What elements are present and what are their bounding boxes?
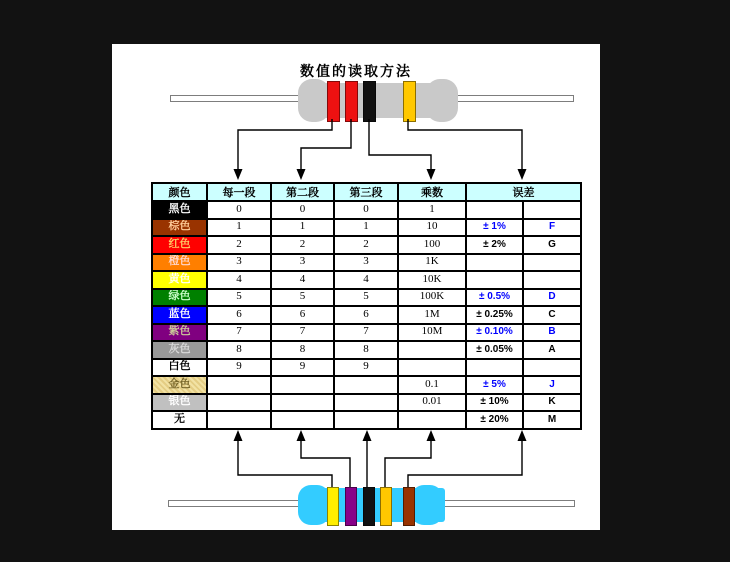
multiplier-cell: 100K xyxy=(398,289,466,307)
tolerance-cell xyxy=(466,359,523,377)
band1-digit-cell: 6 xyxy=(207,306,271,324)
band3-digit-cell: 8 xyxy=(334,341,398,359)
gold-band xyxy=(403,81,416,122)
top-arrowheads xyxy=(234,169,527,180)
top-resistor-right-lead xyxy=(456,95,574,102)
code-letter-cell: C xyxy=(523,306,581,324)
band3-digit-cell: 3 xyxy=(334,254,398,272)
table-row xyxy=(152,306,581,324)
table-row xyxy=(152,289,581,307)
band2-digit-cell: 1 xyxy=(271,219,334,237)
code-letter-cell: B xyxy=(523,324,581,342)
band1-digit-cell: 9 xyxy=(207,359,271,377)
brown-band xyxy=(403,487,415,526)
tolerance-cell: ± 20% xyxy=(466,411,523,429)
table-row xyxy=(152,394,581,412)
color-name-cell: 紫色 xyxy=(152,324,207,342)
figure-title: 数值的读取方法 xyxy=(300,63,412,79)
multiplier-cell: 1K xyxy=(398,254,466,272)
band1-digit-cell: 8 xyxy=(207,341,271,359)
multiplier-cell: 10M xyxy=(398,324,466,342)
band2-digit-cell: 2 xyxy=(271,236,334,254)
table-row xyxy=(152,411,581,429)
code-letter-cell xyxy=(523,254,581,272)
code-letter-cell: F xyxy=(523,219,581,237)
band1-digit-cell: 1 xyxy=(207,219,271,237)
color-name-cell: 无 xyxy=(152,411,207,429)
tolerance-cell xyxy=(466,201,523,219)
band1-digit-cell: 2 xyxy=(207,236,271,254)
table-row xyxy=(152,376,581,394)
tolerance-cell xyxy=(466,271,523,289)
band1-digit-cell: 7 xyxy=(207,324,271,342)
band3-digit-cell: 9 xyxy=(334,359,398,377)
color-name-cell: 棕色 xyxy=(152,219,207,237)
black-band xyxy=(363,487,375,526)
table-row xyxy=(152,359,581,377)
purple-band xyxy=(345,487,357,526)
bottom-resistor-left-lead xyxy=(168,500,304,507)
band3-digit-cell xyxy=(334,411,398,429)
color-name-cell: 灰色 xyxy=(152,341,207,359)
color-name-cell: 金色 xyxy=(152,376,207,394)
color-name-cell: 橙色 xyxy=(152,254,207,272)
color-name-cell: 蓝色 xyxy=(152,306,207,324)
color-code-table xyxy=(151,182,582,430)
multiplier-cell xyxy=(398,359,466,377)
band2-digit-cell: 8 xyxy=(271,341,334,359)
header-band3: 第三段 xyxy=(334,183,398,201)
band2-digit-cell xyxy=(271,376,334,394)
red-band xyxy=(345,81,358,122)
table-row xyxy=(152,341,581,359)
band2-digit-cell: 0 xyxy=(271,201,334,219)
band2-digit-cell: 9 xyxy=(271,359,334,377)
code-letter-cell xyxy=(523,271,581,289)
color-name-cell: 黑色 xyxy=(152,201,207,219)
diagram-panel xyxy=(112,44,600,530)
color-name-cell: 黄色 xyxy=(152,271,207,289)
header-tolerance: 误差 xyxy=(466,183,581,201)
bottom-arrow-lines xyxy=(238,440,522,488)
table-row xyxy=(152,219,581,237)
band3-digit-cell xyxy=(334,376,398,394)
tolerance-cell: ± 0.10% xyxy=(466,324,523,342)
band3-digit-cell: 0 xyxy=(334,201,398,219)
band3-digit-cell: 2 xyxy=(334,236,398,254)
band2-digit-cell: 5 xyxy=(271,289,334,307)
band2-digit-cell: 4 xyxy=(271,271,334,289)
top-arrow-lines xyxy=(238,119,522,170)
band3-digit-cell: 5 xyxy=(334,289,398,307)
band3-digit-cell: 1 xyxy=(334,219,398,237)
gold-band xyxy=(380,487,392,526)
top-resistor-left-lead xyxy=(170,95,300,102)
multiplier-cell xyxy=(398,411,466,429)
multiplier-cell: 100 xyxy=(398,236,466,254)
band3-digit-cell: 6 xyxy=(334,306,398,324)
band2-digit-cell xyxy=(271,411,334,429)
band3-digit-cell: 4 xyxy=(334,271,398,289)
band1-digit-cell: 3 xyxy=(207,254,271,272)
code-letter-cell: G xyxy=(523,236,581,254)
tolerance-cell: ± 10% xyxy=(466,394,523,412)
yellow-band xyxy=(327,487,339,526)
tolerance-cell: ± 0.5% xyxy=(466,289,523,307)
band1-digit-cell xyxy=(207,376,271,394)
tolerance-cell: ± 0.25% xyxy=(466,306,523,324)
tolerance-cell: ± 5% xyxy=(466,376,523,394)
bottom-arrowheads xyxy=(234,430,527,441)
band1-digit-cell xyxy=(207,394,271,412)
tolerance-cell: ± 2% xyxy=(466,236,523,254)
header-color: 颜色 xyxy=(152,183,207,201)
multiplier-cell: 0.1 xyxy=(398,376,466,394)
multiplier-cell: 10K xyxy=(398,271,466,289)
code-letter-cell xyxy=(523,201,581,219)
table-row xyxy=(152,271,581,289)
tolerance-cell xyxy=(466,254,523,272)
band1-digit-cell: 0 xyxy=(207,201,271,219)
header-band2: 第二段 xyxy=(271,183,334,201)
multiplier-cell xyxy=(398,341,466,359)
code-letter-cell: M xyxy=(523,411,581,429)
table-row xyxy=(152,254,581,272)
bottom-resistor-right-lead xyxy=(441,500,575,507)
table-row xyxy=(152,324,581,342)
color-name-cell: 白色 xyxy=(152,359,207,377)
black-band xyxy=(363,81,376,122)
red-band xyxy=(327,81,340,122)
code-letter-cell: K xyxy=(523,394,581,412)
band2-digit-cell: 7 xyxy=(271,324,334,342)
color-table-body xyxy=(152,201,581,429)
header-band1: 每一段 xyxy=(207,183,271,201)
color-name-cell: 红色 xyxy=(152,236,207,254)
table-row xyxy=(152,201,581,219)
band2-digit-cell xyxy=(271,394,334,412)
tolerance-cell: ± 0.05% xyxy=(466,341,523,359)
band1-digit-cell: 5 xyxy=(207,289,271,307)
code-letter-cell: J xyxy=(523,376,581,394)
code-letter-cell: D xyxy=(523,289,581,307)
tolerance-cell: ± 1% xyxy=(466,219,523,237)
band2-digit-cell: 3 xyxy=(271,254,334,272)
code-letter-cell: A xyxy=(523,341,581,359)
code-letter-cell xyxy=(523,359,581,377)
color-name-cell: 银色 xyxy=(152,394,207,412)
color-name-cell: 绿色 xyxy=(152,289,207,307)
table-row xyxy=(152,236,581,254)
multiplier-cell: 0.01 xyxy=(398,394,466,412)
multiplier-cell: 10 xyxy=(398,219,466,237)
band1-digit-cell xyxy=(207,411,271,429)
band3-digit-cell xyxy=(334,394,398,412)
multiplier-cell: 1 xyxy=(398,201,466,219)
band3-digit-cell: 7 xyxy=(334,324,398,342)
multiplier-cell: 1M xyxy=(398,306,466,324)
band1-digit-cell: 4 xyxy=(207,271,271,289)
header-multiplier: 乘数 xyxy=(398,183,466,201)
table-header-row xyxy=(152,183,581,201)
band2-digit-cell: 6 xyxy=(271,306,334,324)
